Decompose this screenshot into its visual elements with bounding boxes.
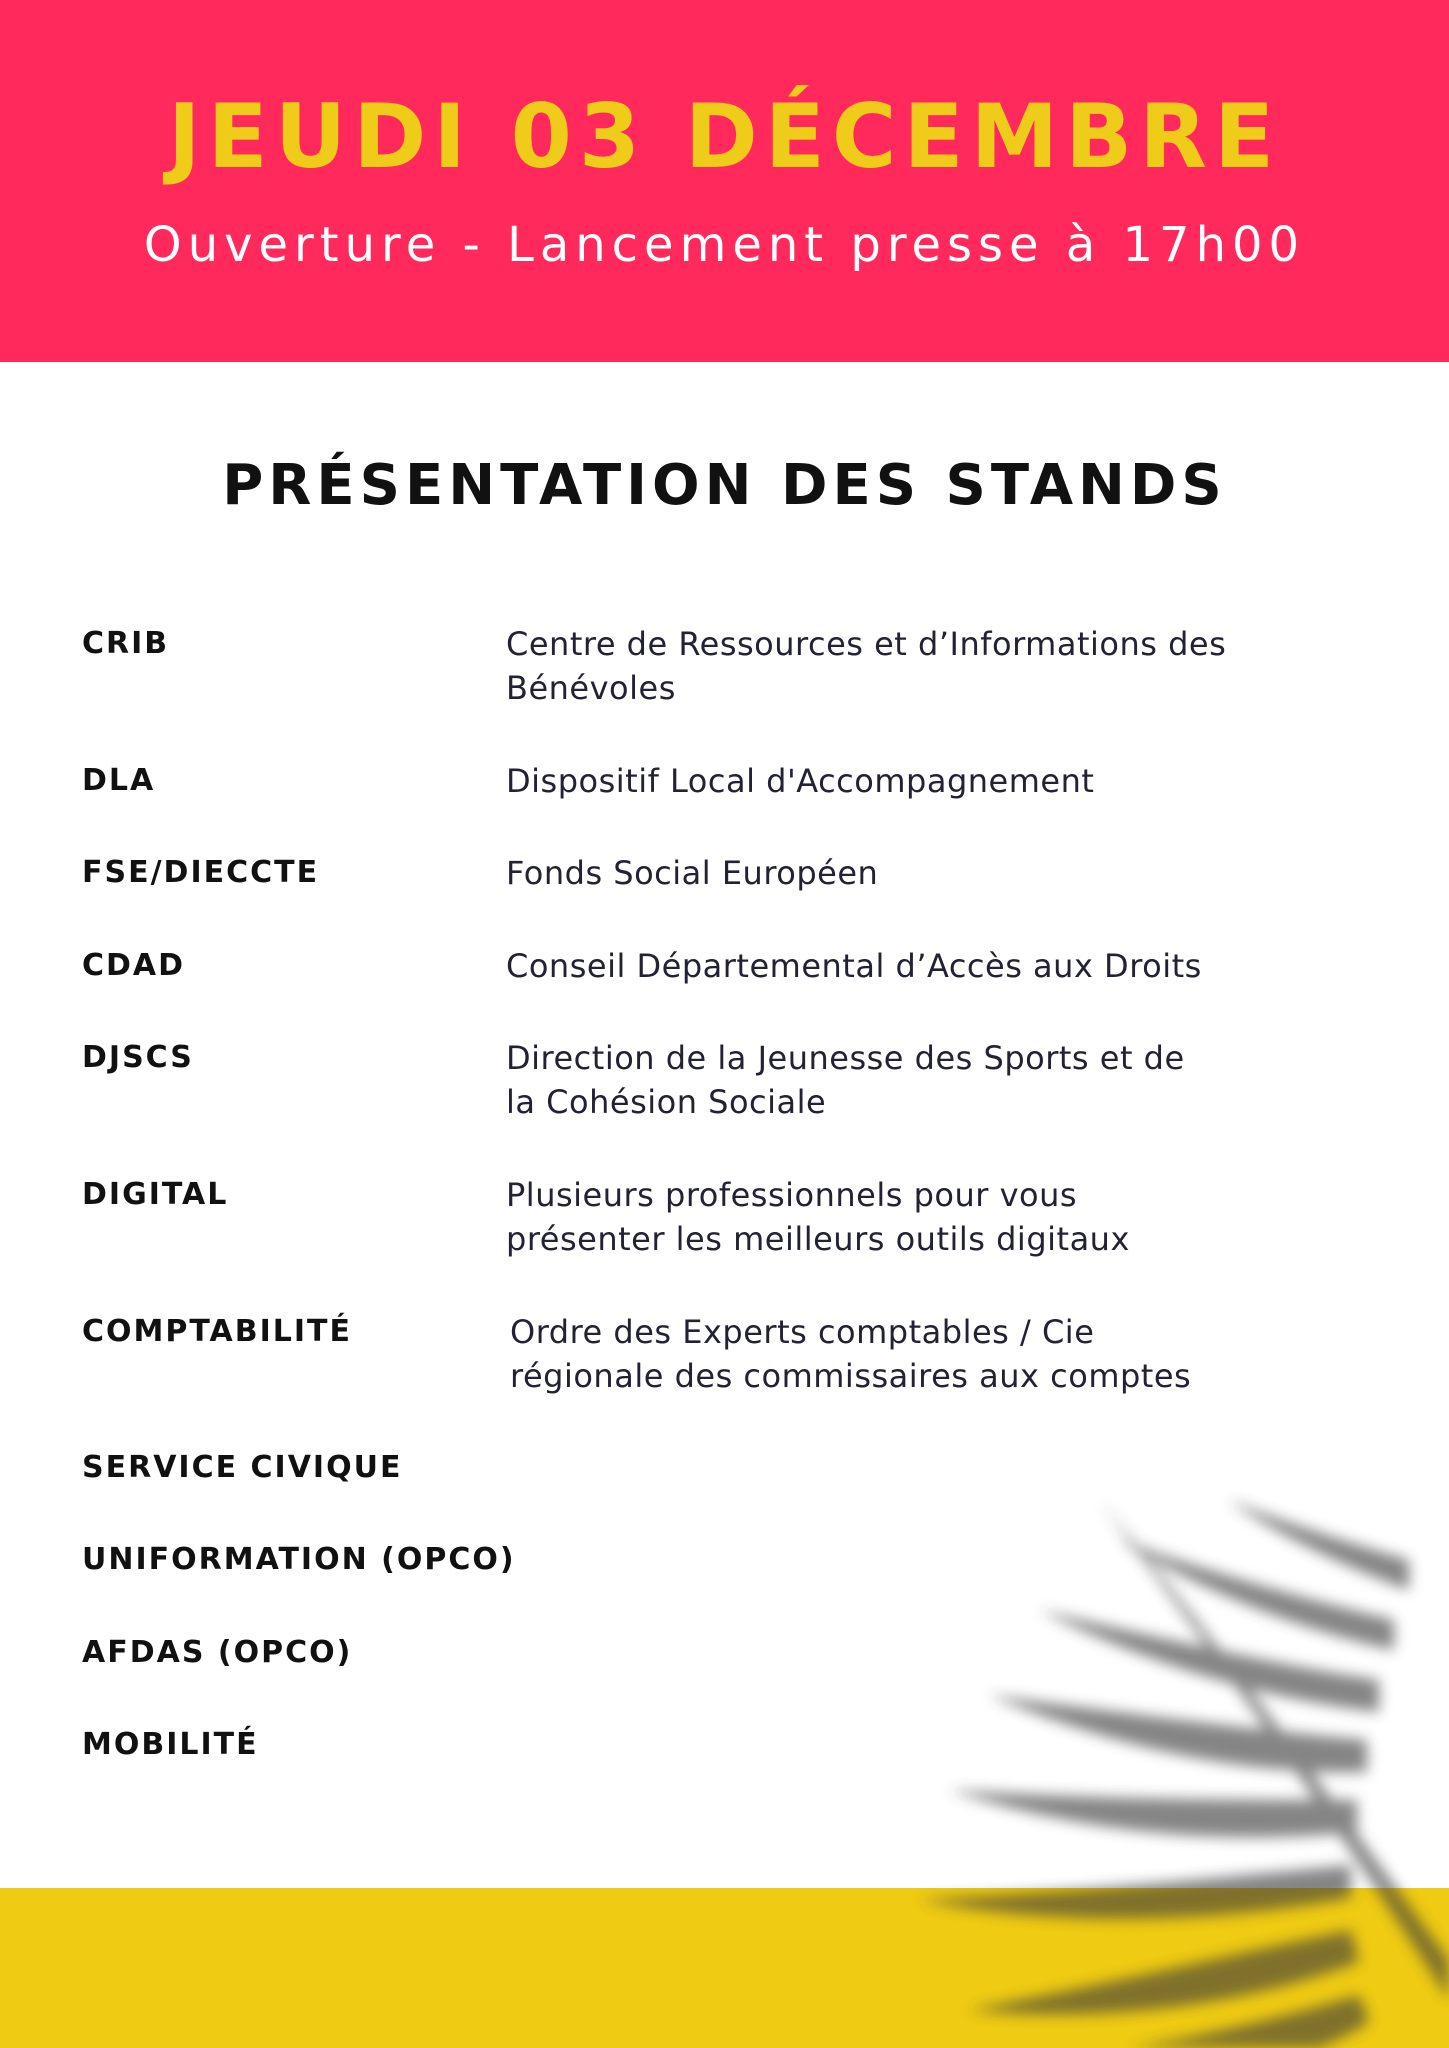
stand-name-fse-dieccte: FSE/DIECCTE	[82, 855, 320, 890]
event-date: JEUDI 03 DÉCEMBRE	[167, 85, 1282, 188]
stand-description-crib: Centre de Ressources et d’Informations des Bénévoles	[506, 625, 1227, 707]
stand-name-uniformation: UNIFORMATION (OPCO)	[82, 1542, 516, 1577]
event-subtitle: Ouverture - Lancement presse à 17h00	[143, 217, 1306, 273]
stand-description-digital: Plusieurs professionnels pour vous présenter les meilleurs outils digitaux	[506, 1176, 1130, 1258]
palm-leaf-shadow-icon	[889, 1480, 1449, 2048]
stand-name-comptabilite: COMPTABILITÉ	[82, 1314, 352, 1349]
stand-name-digital: DIGITAL	[82, 1177, 229, 1212]
stand-name-cdad: CDAD	[82, 948, 186, 983]
stand-name-crib: CRIB	[82, 626, 170, 661]
section-title: PRÉSENTATION DES STANDS	[222, 453, 1227, 518]
stand-description-cdad: Conseil Départemental d’Accès aux Droits	[506, 947, 1202, 985]
stand-description-djscs: Direction de la Jeunesse des Sports et de la Cohésion Sociale	[506, 1039, 1185, 1121]
stand-description-dla: Dispositif Local d'Accompagnement	[506, 762, 1095, 800]
stand-description-comptabilite: Ordre des Experts comptables / Cie régionale des commissaires aux comptes	[510, 1313, 1192, 1395]
stand-name-service-civique: SERVICE CIVIQUE	[82, 1450, 403, 1485]
stand-name-djscs: DJSCS	[82, 1040, 194, 1075]
stand-description-fse-dieccte: Fonds Social Européen	[506, 854, 879, 892]
stand-name-afdas: AFDAS (OPCO)	[82, 1635, 353, 1670]
stand-name-dla: DLA	[82, 763, 156, 798]
stand-name-mobilite: MOBILITÉ	[82, 1727, 259, 1762]
